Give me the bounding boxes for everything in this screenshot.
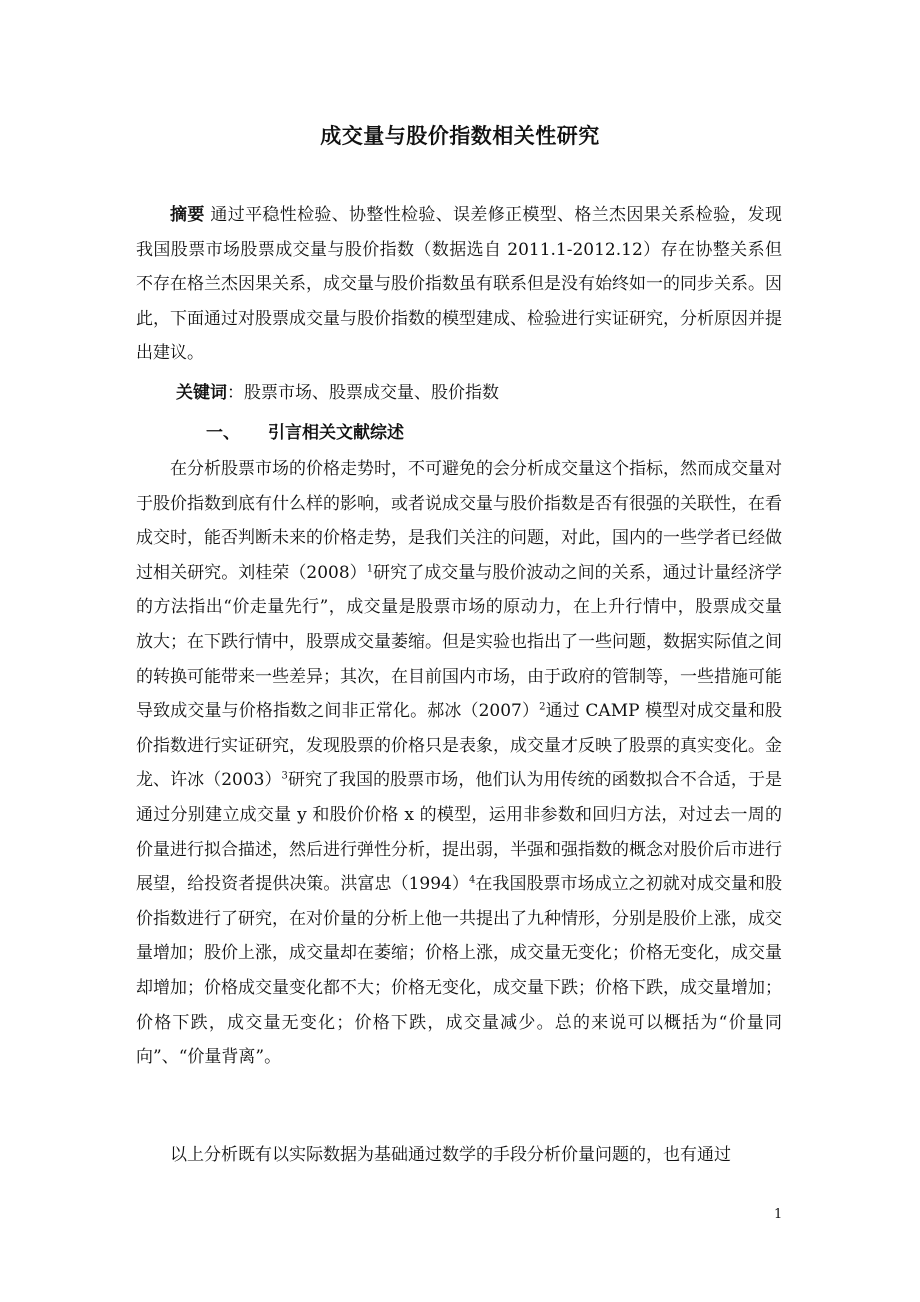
keywords-line [176, 376, 499, 410]
section-title: 引言相关文献综述 [268, 423, 404, 443]
abstract-paragraph [136, 198, 782, 371]
paragraph-text: 研究了我国的股票市场，他们认为用传统的函数拟合不合适，于是通过分别建立成交量 y 和股价价格 x 的模型，运用非参数和回归方法，对过去一周的价量进行拟合描述，然后进行弹性分析，提出弱，半强和强指数的概念对股价后市进行展望，给投资者提供决策。洪富忠（1994） [136, 770, 783, 895]
section-number: 一、 [206, 423, 240, 443]
footnote-ref[interactable]: 2 [539, 701, 546, 713]
page-number: 1 [774, 1207, 783, 1222]
footnote-ref[interactable]: 4 [468, 874, 476, 886]
paragraph-text: 通过 CAMP 模型对成交量和股价指数进行实证研究，发现股票的价格只是表象，成交量才反映了股票的真实变化。金龙、许冰（2003） [136, 701, 782, 791]
section-heading [206, 416, 404, 450]
body-paragraph-1 [136, 452, 782, 1075]
keywords-label: 关键词 [176, 383, 227, 403]
paragraph-text: 在分析股票市场的价格走势时，不可避免的会分析成交量这个指标，然而成交量对于股价指数到底有什么样的影响，或者说成交量与股价指数是否有很强的关联性，在看成交时，能否判断未来的价格走势，是我们关注的问题，对此，国内的一些学者已经做过相关研究。刘桂荣（2008） [136, 459, 782, 583]
keywords-text: ：股票市场、股票成交量、股价指数 [227, 383, 499, 403]
abstract-text: 通过平稳性检验、协整性检验、误差修正模型、格兰杰因果关系检验，发现我国股票市场股票成交量与股价指数（数据选自 2011.1-2012.12）存在协整关系但不存在格兰杰因果关系，成交量与股价指数虽有联系但是没有始终如一的同步关系。因此，下面通过对股票成交量与股价指数的模型建成、检验进行实证研究，分析原因并提出建议。 [136, 205, 783, 364]
abstract-label: 摘要 [170, 205, 205, 225]
paragraph-text: 研究了成交量与股价波动之间的关系，通过计量经济学的方法指出“价走量先行”，成交量是股票市场的原动力，在上升行情中，股票成交量放大；在下跌行情中，股票成交量萎缩。但是实验也指出了一些问题，数据实际值之间的转换可能带来一些差异；其次，在目前国内市场，由于政府的管制等，一些措施可能导致成交量与价格指数之间非正常化。郝冰（2007） [136, 562, 782, 722]
paragraph-text: 在我国股票市场成立之初就对成交量和股价指数进行了研究，在对价量的分析上他一共提出了九种情形，分别是股价上涨，成交量增加；股价上涨，成交量却在萎缩；价格上涨，成交量无变化；价格无变化，成交量却增加；价格成交量变化都不大；价格无变化，成交量下跌；价格下跌，成交量增加；价格下跌，成交量无变化；价格下跌，成交量减少。总的来说可以概括为“价量同向”、“价量背离”。 [136, 874, 783, 1068]
footnote-ref[interactable]: 3 [281, 770, 288, 782]
body-paragraph-2: 以上分析既有以实际数据为基础通过数学的手段分析价量问题的，也有通过 [170, 1145, 731, 1165]
document-title: 成交量与股价指数相关性研究 [320, 124, 600, 148]
footnote-ref[interactable]: 1 [366, 563, 374, 575]
